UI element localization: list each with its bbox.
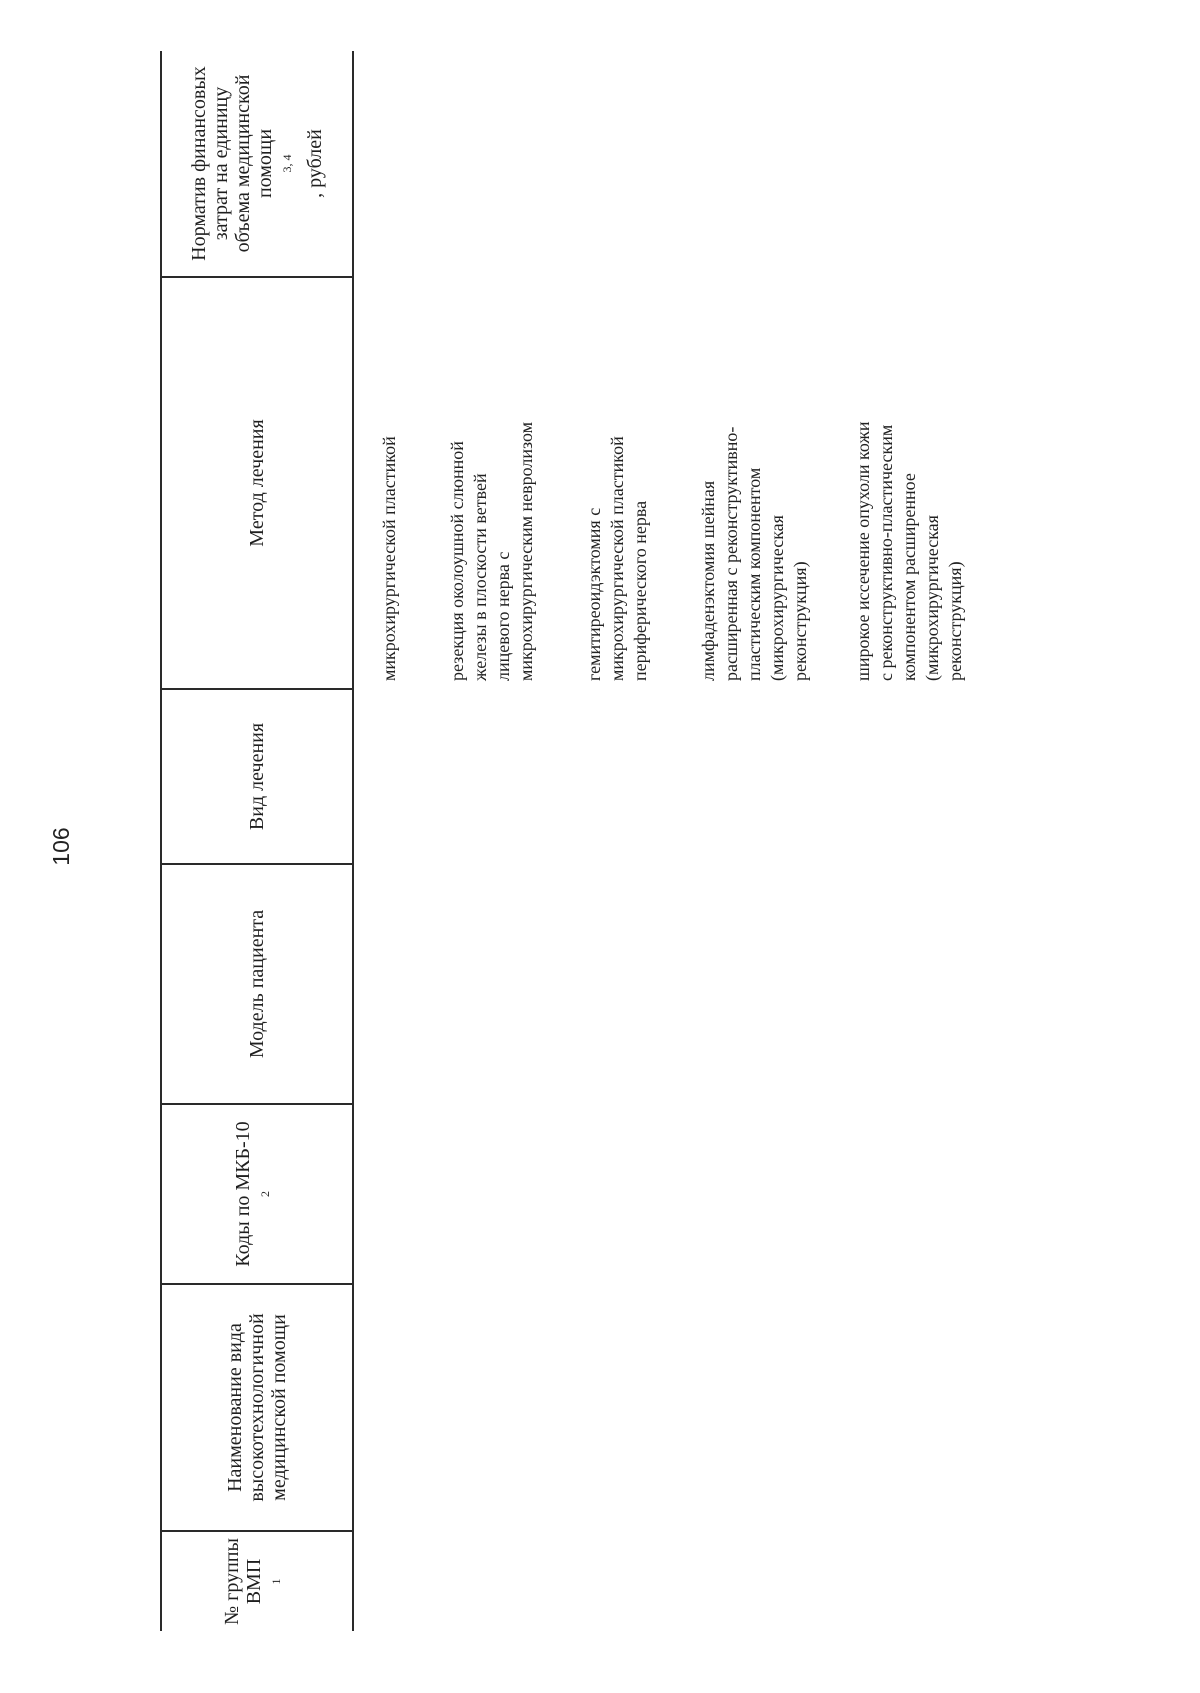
method-cell: резекция околоушной слюнной железы в плоскости ветвей лицевого нерва с микрохирургическим невролизом [447,421,536,681]
header-text: Метод лечения [246,419,268,547]
header-care-name [162,1285,352,1530]
header-treatment-type [162,690,352,863]
header-icd-codes [162,1105,352,1283]
header-text-suffix: , рублей [303,129,326,198]
footnote-mark: 3, 4 [280,154,295,173]
footnote-mark: 1 [269,1578,284,1585]
header-treatment-method [162,278,352,688]
header-text: Норматив финансовых затрат на единицу объема медицинской помощи [188,66,277,261]
method-cell: гемитиреоидэктомия с микрохирургической пластикой периферического нерва [584,436,650,681]
header-text: Наименование вида высокотехнологичной медицинской помощи [224,1313,290,1502]
header-cost-norm [162,51,352,276]
header-group-number [162,1532,352,1631]
method-cell: микрохирургической пластикой [379,436,399,681]
method-cell: лимфаденэктомия шейная расширенная с реконструктивно-пластическим компонентом (микрохирургическая реконструкция) [698,426,810,681]
header-text: Вид лечения [246,722,268,831]
header-text: Модель пациента [246,909,268,1059]
footnote-mark: 2 [258,1191,273,1198]
header-text: Коды по МКБ-10 [232,1121,255,1267]
header-text: № группы ВМП [221,1538,266,1625]
table-header-rule [352,51,354,1631]
header-patient-model [162,865,352,1103]
method-cell: широкое иссечение опухоли кожи с реконструктивно-пластическим компонентом расширенное (микрохирургическая реконструкция) [853,421,965,681]
page-number: 106 [48,827,74,866]
